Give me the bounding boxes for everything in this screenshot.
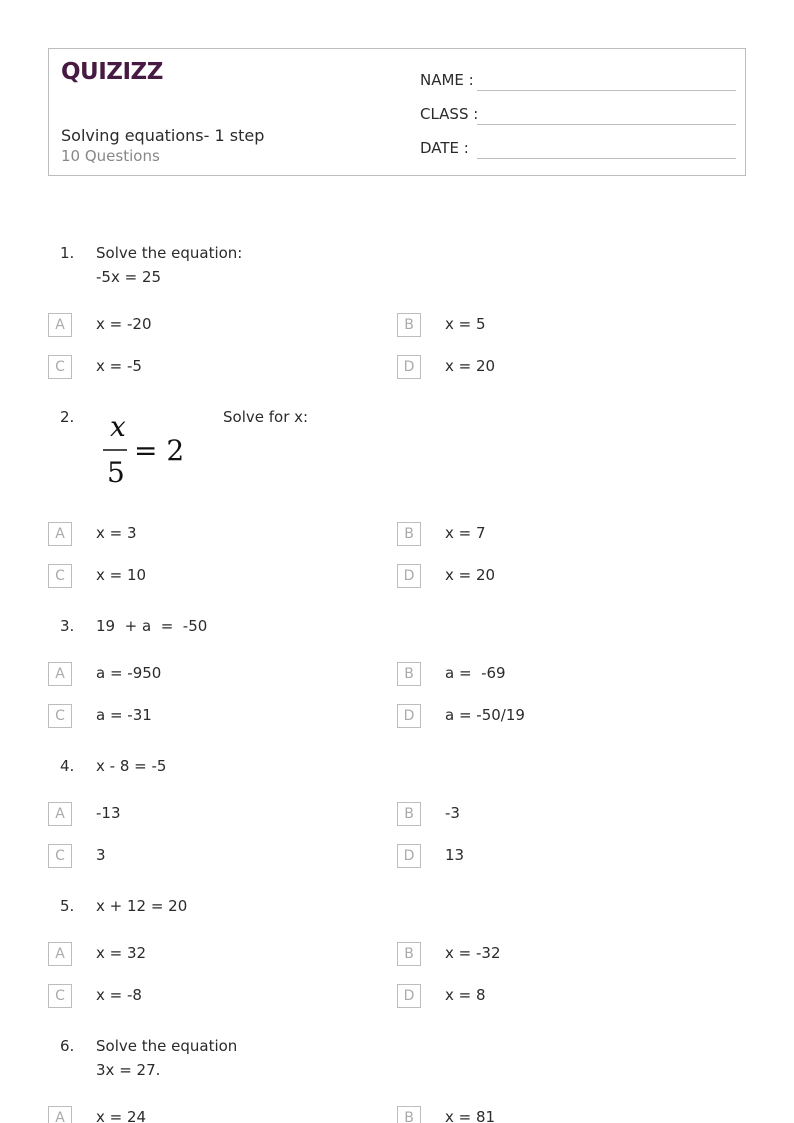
option-text: x = 5 <box>445 315 486 333</box>
option-text: x = 20 <box>445 566 496 584</box>
class-field[interactable] <box>420 101 736 125</box>
option-letter-box[interactable]: A <box>48 802 72 826</box>
option-letter-box[interactable]: C <box>48 564 72 588</box>
question-line: 3x = 27. <box>96 1061 161 1079</box>
option-letter-box[interactable]: A <box>48 522 72 546</box>
option-text: 3 <box>96 846 106 864</box>
option-letter-box[interactable]: C <box>48 984 72 1008</box>
question-line: 19 + a = -50 <box>96 617 208 635</box>
option-letter-box[interactable]: D <box>397 844 421 868</box>
question-line: Solve for x: <box>223 408 309 426</box>
option-letter-box[interactable]: B <box>397 522 421 546</box>
question-text <box>96 614 207 638</box>
question-number: 2. <box>60 408 75 426</box>
option-text: x = -8 <box>96 986 142 1004</box>
option-text: x = 32 <box>96 944 147 962</box>
worksheet-header <box>48 48 746 176</box>
option-text: x = 10 <box>96 566 147 584</box>
class-line[interactable] <box>477 124 736 125</box>
question-text <box>96 894 187 918</box>
option-text: x = 3 <box>96 524 137 542</box>
question-number: 3. <box>60 617 75 635</box>
question-number: 6. <box>60 1037 75 1055</box>
option-text: x = 7 <box>445 524 486 542</box>
option-letter-box[interactable]: A <box>48 313 72 337</box>
question-number: 5. <box>60 897 75 915</box>
option-letter-box[interactable]: C <box>48 355 72 379</box>
option-letter-box[interactable]: C <box>48 844 72 868</box>
option-letter-box[interactable]: B <box>397 1106 421 1123</box>
option-letter-box[interactable]: C <box>48 704 72 728</box>
option-letter-box[interactable]: D <box>397 355 421 379</box>
option-text: -3 <box>445 804 460 822</box>
option-text: a = -950 <box>96 664 162 682</box>
option-letter-box[interactable]: D <box>397 704 421 728</box>
option-text: a = -31 <box>96 706 152 724</box>
question-line: -5x = 25 <box>96 268 162 286</box>
option-text: x = -5 <box>96 357 142 375</box>
question-line: Solve the equation <box>96 1037 238 1055</box>
name-field[interactable] <box>420 67 736 91</box>
option-letter-box[interactable]: B <box>397 313 421 337</box>
date-label: DATE : <box>420 139 469 157</box>
option-letter-box[interactable]: A <box>48 662 72 686</box>
date-field[interactable] <box>420 135 736 159</box>
question-number: 4. <box>60 757 75 775</box>
question-text <box>96 754 166 778</box>
formula-numerator: x <box>110 410 126 443</box>
quizizz-logo: QUIZIZZ <box>61 59 163 85</box>
name-label: NAME : <box>420 71 474 89</box>
question-text <box>96 241 242 289</box>
option-letter-box[interactable]: A <box>48 942 72 966</box>
question-line: x - 8 = -5 <box>96 757 167 775</box>
option-letter-box[interactable]: A <box>48 1106 72 1123</box>
option-text: x = -20 <box>96 315 152 333</box>
question-text <box>223 405 308 429</box>
name-line[interactable] <box>477 90 736 91</box>
option-letter-box[interactable]: B <box>397 802 421 826</box>
fraction-equation-image <box>100 408 190 484</box>
option-letter-box[interactable]: B <box>397 662 421 686</box>
option-text: x = 20 <box>445 357 496 375</box>
option-text: x = 24 <box>96 1108 147 1123</box>
question-line: Solve the equation: <box>96 244 243 262</box>
formula-equals: = 2 <box>134 434 185 467</box>
option-letter-box[interactable]: B <box>397 942 421 966</box>
option-letter-box[interactable]: D <box>397 984 421 1008</box>
worksheet-title: Solving equations- 1 step <box>61 126 265 145</box>
option-letter-box[interactable]: D <box>397 564 421 588</box>
question-number: 1. <box>60 244 75 262</box>
question-line: x + 12 = 20 <box>96 897 188 915</box>
formula-denominator: 5 <box>107 456 125 484</box>
date-line[interactable] <box>477 158 736 159</box>
option-text: x = 8 <box>445 986 486 1004</box>
option-text: a = -69 <box>445 664 506 682</box>
option-text: a = -50/19 <box>445 706 525 724</box>
option-text: 13 <box>445 846 465 864</box>
option-text: x = -32 <box>445 944 501 962</box>
option-text: x = 81 <box>445 1108 496 1123</box>
option-text: -13 <box>96 804 121 822</box>
question-text <box>96 1034 237 1082</box>
question-count: 10 Questions <box>61 147 160 165</box>
class-label: CLASS : <box>420 105 479 123</box>
